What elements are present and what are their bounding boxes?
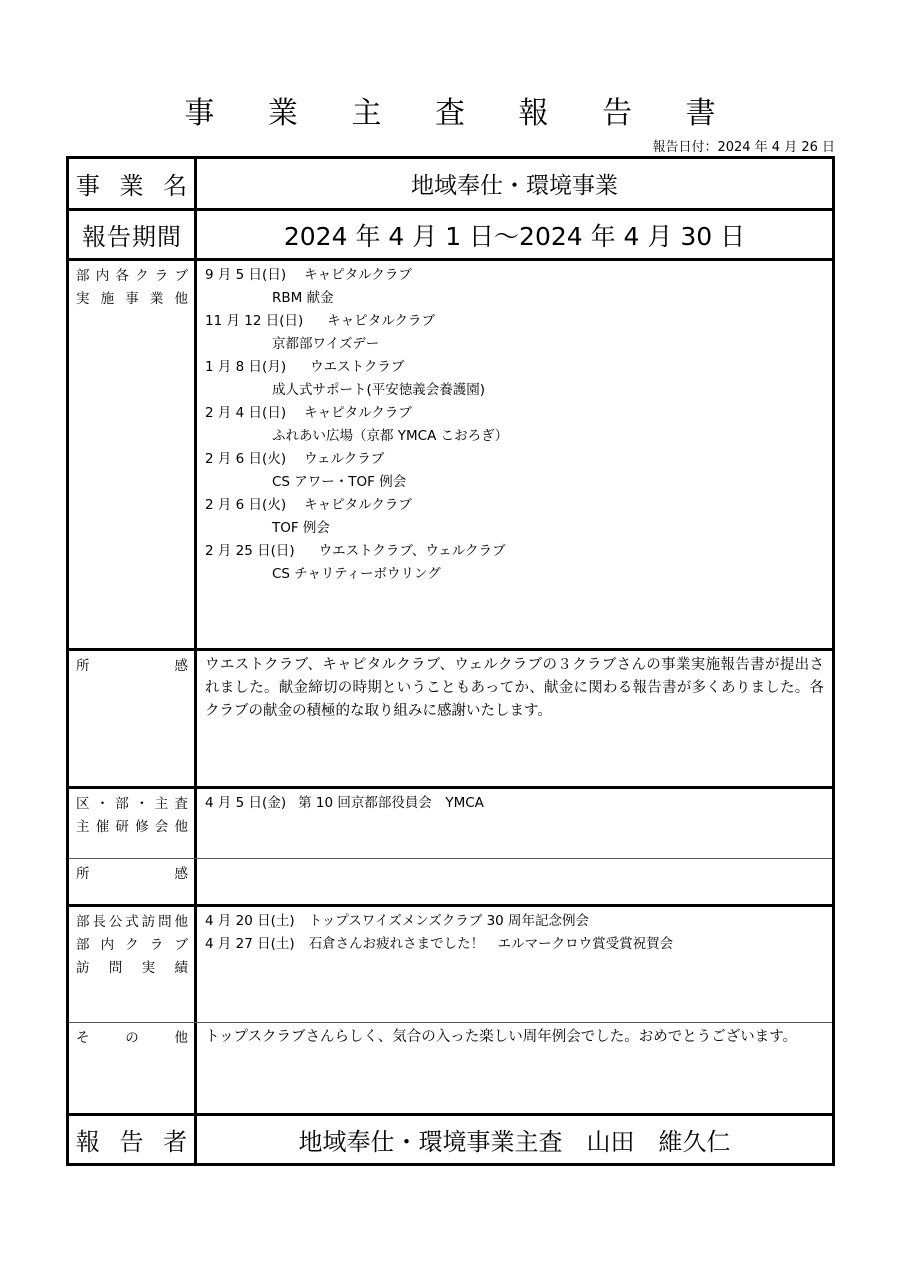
list-item: 1 月 8 日(月) ウエストクラブ [205,359,405,375]
row-training [69,789,832,859]
list-item: 2 月 6 日(火) ウェルクラブ [205,451,385,467]
report-period-value: 2024 年 4 月 1 日～2024 年 4 月 30 日 [283,221,746,251]
list-item-detail: RBM 献金 [272,290,334,306]
list-item: 9 月 5 日(日) キャピタルクラブ [205,267,412,283]
row-report-period [69,211,832,261]
visits-list [197,907,832,956]
reporter-label: 報 告 者 [75,1128,194,1156]
report-date: 報告日付：2024 年 4 月 26 日 [652,140,835,155]
list-item: 4 月 20 日(土) トップスワイズメンズクラブ 30 周年記念例会 [205,913,590,929]
row-impression-1 [69,651,832,789]
list-item-detail: ふれあい広場（京都 YMCA こおろぎ） [272,428,509,444]
impression-1-label: 所 感 [76,658,188,674]
row-visits [69,907,832,1023]
training-label: 区・部・主査 主催研修会他 [76,796,188,835]
club-activities-list [197,261,832,586]
list-item: 4 月 5 日(金) 第 10 回京都部役員会 YMCA [205,795,484,811]
document-title: 事 業 主 査 報 告 書 [184,96,738,131]
club-activities-label: 部内各クラブ 実施事業他 [76,268,188,307]
row-reporter [69,1116,832,1163]
row-impression-2 [69,859,832,907]
impression-1-text: ウエストクラブ、キャピタルクラブ、ウェルクラブの３クラブさんの事業実施報告書が提出されました。献金締切の時期ということもあってか、献金に関わる報告書が多くありました。各クラブの献金の積極的な取り組みに感謝いたします。 [205,657,824,719]
project-name-value: 地域奉仕・環境事業 [411,173,618,199]
project-name-label: 事 業 名 [75,172,194,200]
impression-2-label: 所 感 [76,866,188,882]
list-item: 11 月 12 日(日) キャピタルクラブ [205,313,435,329]
list-item-detail: CS アワー・TOF 例会 [272,474,407,490]
list-item: 2 月 25 日(日) ウエストクラブ、ウェルクラブ [205,543,506,559]
list-item: 2 月 4 日(日) キャピタルクラブ [205,405,412,421]
list-item-detail: CS チャリティーボウリング [272,566,441,582]
list-item: 2 月 6 日(火) キャピタルクラブ [205,497,412,513]
list-item-detail: TOF 例会 [272,520,330,536]
list-item: 4 月 27 日(土) 石倉さんお疲れさまでした！ エルマークロウ賞受賞祝賀会 [205,936,674,952]
report-form [66,156,835,1166]
row-club-activities [69,261,832,651]
row-project-name [69,159,832,211]
visits-label: 部長公式訪問他 部内クラブ 訪問実績 [76,914,188,976]
impression-2-text [197,859,832,862]
reporter-value: 地域奉仕・環境事業主査 山田 維久仁 [298,1128,731,1156]
list-item-detail: 京都部ワイズデー [272,336,380,352]
report-period-label: 報告期間 [82,223,182,251]
training-list [197,789,832,815]
row-other [69,1023,832,1116]
list-item-detail: 成人式サポート(平安徳義会養護園) [272,382,486,398]
other-text: トップスクラブさんらしく、気合の入った楽しい周年例会でした。おめでとうございます。 [205,1029,798,1045]
other-label: そ の 他 [76,1030,188,1046]
